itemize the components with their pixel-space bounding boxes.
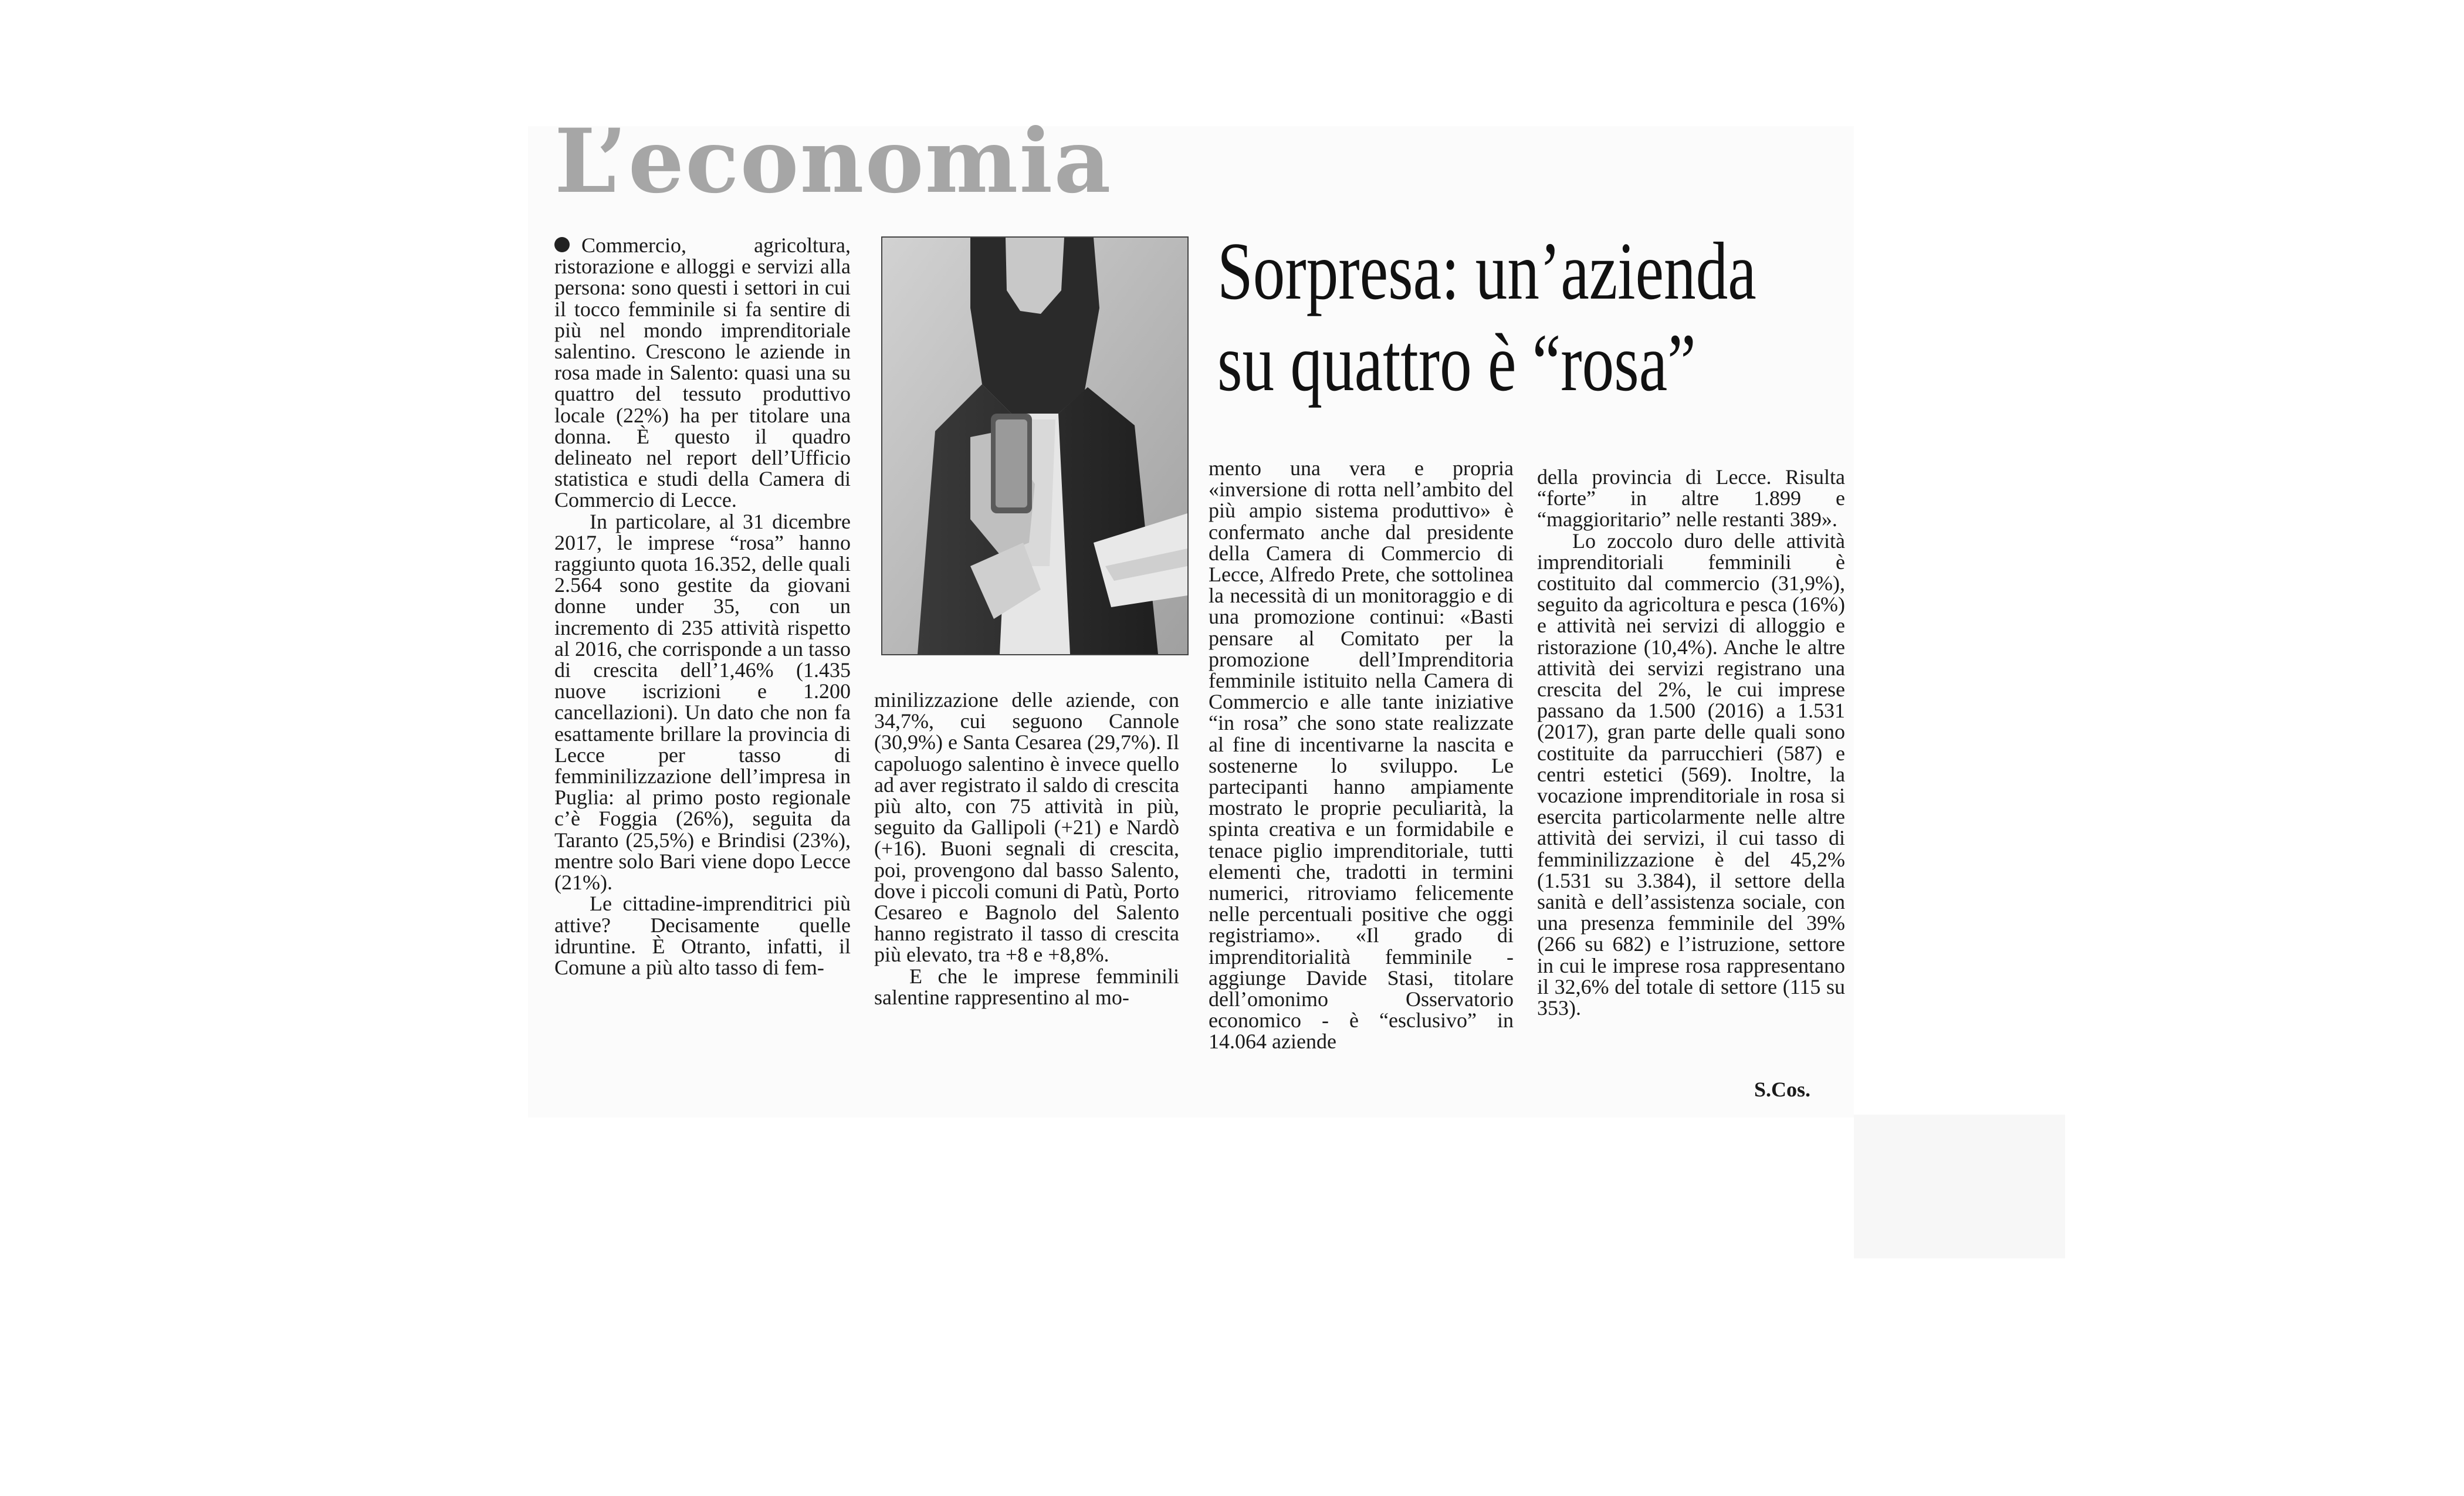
paragraph: mento una vera e propria «inversione di rotta nell’ambito del più ampio sistema produttivo» è confermato anche dal presidente della Camera di Commercio di Lecce, Alfredo Prete, che sottolinea la necessità di un monitoraggio e di una promozione continui: «Basti pensare al Comitato per la promozione dell’Imprenditoria femminile istituito nella Camera di Commercio e alle tante iniziative “in rosa” che sono state realizzate al fine di incentivarne la nascita e sostenerne lo sviluppo. Le partecipanti hanno ampiamente mostrato le proprie peculiarità, la spinta creativa e un formidabile e tenace piglio imprenditoriale, tutti elementi che, tradotti in termini numerici, ritroviamo felicemente nelle percentuali positive che oggi registriamo». «Il grado di imprenditorialità femminile - aggiunge Davide Stasi, titolare dell’omonimo Osservatorio economico - è “esclusivo” in 14.064 aziende: [1209, 456, 1514, 1054]
byline: S.Cos.: [1754, 1078, 1811, 1101]
article-column-2: [874, 689, 1179, 1008]
paragraph-text: Commercio, agricoltura, ristorazione e alloggi e servizi alla persona: sono questi i settori in cui il tocco femminile si fa sentire di più nel mondo imprenditoriale salentino. Crescono le aziende in rosa made in Salento: quasi una su quattro del tessuto produttivo locale (22%) ha per titolare una donna. È questo il quadro delineato nel report dell’Ufficio statistica e studi della Camera di Commercio di Lecce.: [554, 233, 851, 512]
woman-with-phone-image: [882, 238, 1187, 654]
article-column-3: [1209, 458, 1514, 1052]
paragraph: minilizzazione delle aziende, con 34,7%, cui seguono Cannole (30,9%) e Santa Cesarea (29,7%). Il capoluogo salentino è invece quello ad aver registrato il saldo di crescita più alto, con 75 attività in più, seguito da Gallipoli (+21) e Nardò (+16). Buoni segnali di crescita, poi, provengono dal basso Salento, dove i piccoli comuni di Patù, Porto Cesareo e Bagnolo del Salento hanno registrato il tasso di crescita più elevato, tra +8 e +8,8%.: [874, 688, 1179, 967]
headline: [1217, 226, 1756, 409]
article-column-1: [554, 235, 851, 978]
section-title: L’economia: [554, 110, 1112, 213]
paragraph: della provincia di Lecce. Risulta “forte” in altre 1.899 e “maggioritario” nelle restanti 389».: [1537, 465, 1845, 532]
paragraph: Lo zoccolo duro delle attività imprenditoriali femminili è costituito dal commercio (31,9%), seguito da agricoltura e pesca (16%) e attività nei servizi di alloggio e ristorazione (10,4%). Anche le altre attività dei servizi registrano una crescita del 2%, le cui imprese passano da 1.500 (2016) a 1.531 (2017), gran parte delle quali sono costituite da parrucchieri (587) e centri estetici (569). Inoltre, la vocazione imprenditoriale in rosa si esercita particolarmente nelle altre attività dei servizi, il cui tasso di femminilizzazione è del 45,2% (1.531 su 3.384), il settore della sanità e dell’assistenza sociale, con una presenza femminile del 39% (266 su 682) e l’istruzione, settore in cui le imprese rosa rappresentano il 32,6% del totale di settore (115 su 353).: [1537, 529, 1845, 1020]
paragraph: In particolare, al 31 dicembre 2017, le imprese “rosa” hanno raggiunto quota 16.352, delle quali 2.564 sono gestite da giovani donne under 35, con un incremento di 235 attività rispetto al 2016, che corrisponde a un tasso di crescita dell’1,46% (1.435 nuove iscrizioni e 1.200 cancellazioni). Un dato che non fa esattamente brillare la provincia di Lecce per tasso di femminilizzazione dell’impresa in Puglia: al primo posto regionale c’è Foggia (26%), seguita da Taranto (25,5%) e Brindisi (23%), mentre solo Bari viene dopo Lecce (21%).: [554, 509, 851, 895]
headline-line-1: Sorpresa: un’azienda: [1217, 226, 1756, 317]
paragraph: E che le imprese femminili salentine rappresentino al mo-: [874, 964, 1179, 1009]
paragraph: Le cittadine-imprenditrici più attive? Decisamente quelle idruntine. È Otranto, infatti, il Comune a più alto tasso di fem-: [554, 892, 851, 979]
paper-scrap: [1854, 1115, 2065, 1258]
headline-line-2: su quattro è “rosa”: [1217, 317, 1696, 408]
article-column-4: [1537, 466, 1845, 1018]
paragraph: [554, 235, 851, 511]
article-photo: [881, 236, 1189, 655]
bullet-icon: [554, 237, 570, 252]
